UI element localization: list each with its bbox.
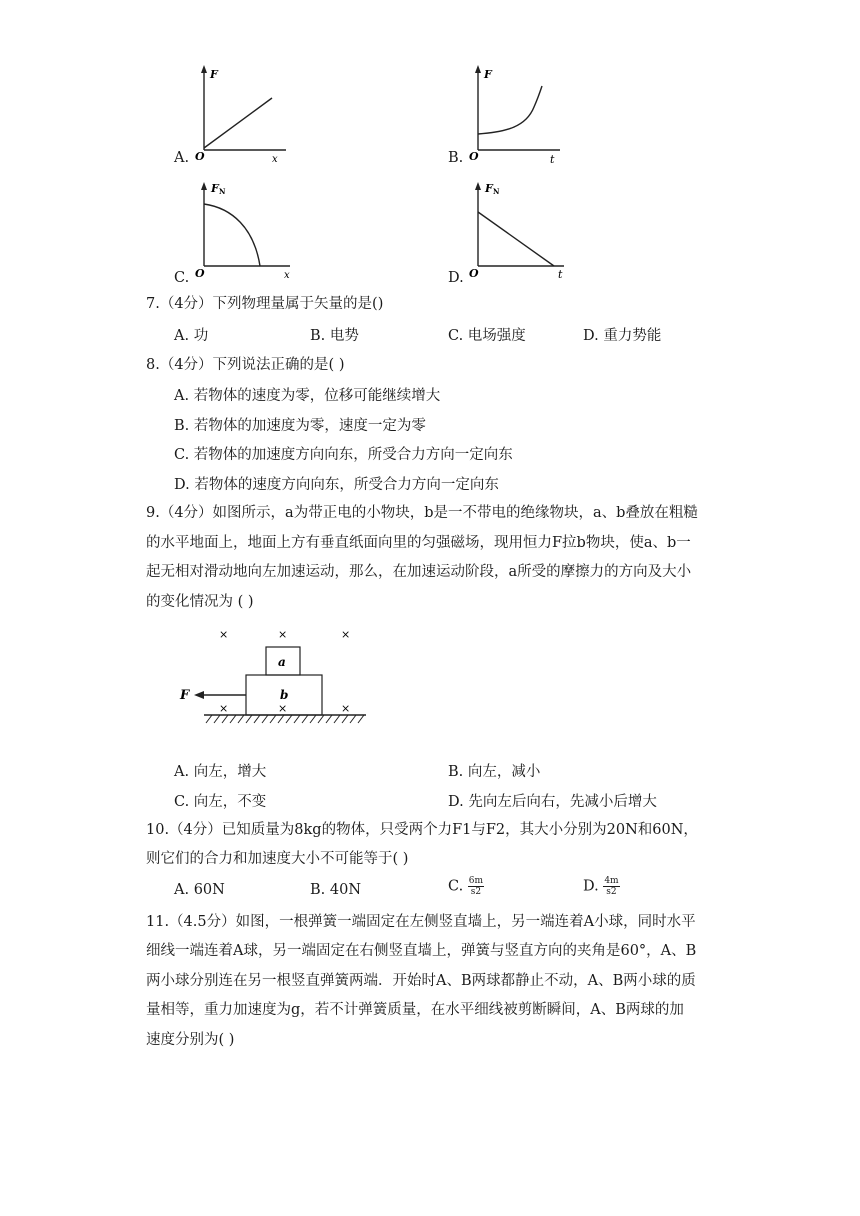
graph-a-origin: O <box>195 150 205 163</box>
q7-option-b[interactable]: B. 电势 <box>310 328 359 344</box>
q9-line-3: 起无相对滑动地向左加速运动，那么，在加速运动阶段，a所受的摩擦力的方向及大小 <box>146 564 692 580</box>
q10-option-c[interactable] <box>448 876 484 897</box>
q9-line-4: 的变化情况为 ( ) <box>146 594 254 610</box>
q7-stem: 7.（4分）下列物理量属于矢量的是() <box>146 296 384 312</box>
q11-line-4: 量相等，重力加速度为g，若不计弹簧质量，在水平细线被剪断瞬间，A、B两球的加 <box>146 1002 684 1018</box>
q7-option-a[interactable]: A. 功 <box>174 328 209 344</box>
q10-option-b[interactable]: B. 40N <box>310 882 362 898</box>
field-mark: × <box>219 702 229 715</box>
q9-option-c[interactable]: C. 向左，不变 <box>174 794 267 810</box>
graph-d-label: D. <box>448 270 464 286</box>
graph-c-origin: O <box>195 267 205 280</box>
q9-option-b[interactable]: B. 向左，减小 <box>448 764 541 780</box>
q10-option-d[interactable] <box>583 876 620 897</box>
graph-d-ysub: N <box>493 187 500 196</box>
q8-stem: 8.（4分）下列说法正确的是( ) <box>146 357 345 373</box>
q11-line-2: 细线一端连着A球，另一端固定在右侧竖直墙上，弹簧与竖直方向的夹角是60°，A、B <box>146 943 697 959</box>
graph-a-ylabel: F <box>210 68 218 81</box>
q10-option-a[interactable]: A. 60N <box>174 882 225 898</box>
fraction-denominator: s2 <box>606 887 617 897</box>
graph-c-label: C. <box>174 270 190 286</box>
graph-a <box>192 62 292 172</box>
q7-option-c[interactable]: C. 电场强度 <box>448 328 526 344</box>
q8-option-d[interactable]: D. 若物体的速度方向向东，所受合力方向一定向东 <box>174 477 499 493</box>
graph-a-xlabel: x <box>272 154 278 165</box>
q9-line-1: 9.（4分）如图所示，a为带正电的小物块，b是一不带电的绝缘物块，a、b叠放在粗糙 <box>146 505 698 521</box>
q7-option-d[interactable]: D. 重力势能 <box>583 328 662 344</box>
force-label: F <box>180 688 190 703</box>
q10-option-c-label: C. <box>448 878 464 895</box>
field-mark: × <box>278 628 288 641</box>
graph-a-label: A. <box>174 150 190 166</box>
graph-b-ylabel: F <box>484 68 492 81</box>
fraction-numerator: 6m <box>468 876 484 886</box>
q8-option-a[interactable]: A. 若物体的速度为零，位移可能继续增大 <box>174 388 441 404</box>
ground-hatching <box>206 715 364 723</box>
graph-b-xlabel: t <box>550 153 555 166</box>
q9-figure <box>176 622 376 726</box>
q8-option-b[interactable]: B. 若物体的加速度为零，速度一定为零 <box>174 418 426 434</box>
block-b-label: b <box>280 688 289 702</box>
graph-b-label: B. <box>448 150 464 166</box>
field-mark: × <box>278 702 288 715</box>
q11-line-1: 11.（4.5分）如图，一根弹簧一端固定在左侧竖直墙上，另一端连着A小球，同时水平 <box>146 914 696 930</box>
q11-line-3: 两小球分别连在另一根竖直弹簧两端．开始时A、B两球都静止不动，A、B两小球的质 <box>146 973 696 989</box>
q10-option-d-label: D. <box>583 878 599 895</box>
fraction-denominator: s2 <box>470 887 482 897</box>
field-mark: × <box>341 702 351 715</box>
graph-b-origin: O <box>469 150 479 163</box>
graph-d-origin: O <box>469 267 479 280</box>
graph-c-ysub: N <box>219 187 226 196</box>
block-a-label: a <box>278 655 286 669</box>
fraction-numerator: 4m <box>604 876 619 886</box>
graph-d-ylabel: F <box>485 182 493 195</box>
q9-line-2: 的水平地面上，地面上方有垂直纸面向里的匀强磁场，现用恒力F拉b物块，使a、b一 <box>146 535 691 551</box>
field-mark: × <box>341 628 351 641</box>
field-mark: × <box>219 628 229 641</box>
graph-b <box>466 62 566 172</box>
graph-c-xlabel: x <box>284 270 290 281</box>
q10-line-2: 则它们的合力和加速度大小不可能等于( ) <box>146 851 409 867</box>
q10-line-1: 10.（4分）已知质量为8kg的物体，只受两个力F1与F2，其大小分别为20N和60N， <box>146 822 698 838</box>
q9-option-d[interactable]: D. 先向左后向右，先减小后增大 <box>448 794 657 810</box>
q10-option-d-fraction <box>603 876 619 897</box>
q11-line-5: 速度分别为( ) <box>146 1032 235 1048</box>
q8-option-c[interactable]: C. 若物体的加速度方向向东，所受合力方向一定向东 <box>174 447 513 463</box>
graph-c <box>192 176 302 288</box>
q9-option-a[interactable]: A. 向左，增大 <box>174 764 267 780</box>
graph-c-ylabel: F <box>211 182 219 195</box>
graph-d <box>466 176 576 288</box>
q10-option-c-fraction <box>468 876 484 897</box>
graph-d-xlabel: t <box>558 268 563 281</box>
